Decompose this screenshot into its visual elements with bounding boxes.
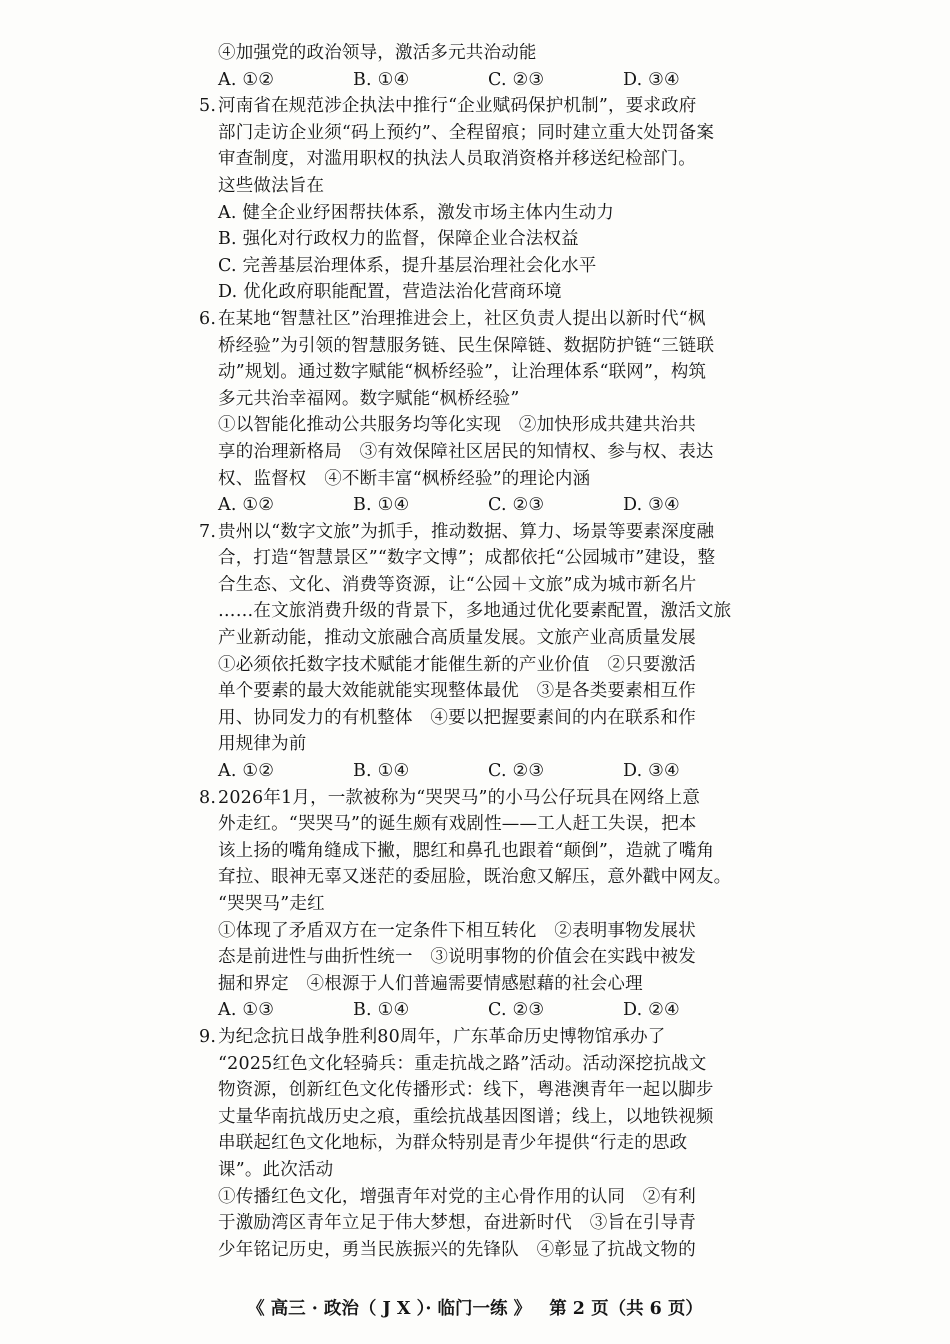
q4-options: [218, 67, 758, 94]
q5-choice-c: C. 完善基层治理体系，提升基层治理社会化水平: [218, 255, 597, 276]
q8-option-b: B. ①④: [353, 1000, 410, 1021]
q4-option-d: D. ③④: [623, 69, 680, 90]
q9-line: 串联起红色文化地标，为群众特别是青少年提供“行走的思政: [218, 1133, 688, 1154]
q8-option-d: D. ②④: [623, 1000, 680, 1021]
q5-line: 部门走访企业须“码上预约”、全程留痕；同时建立重大处罚备案: [218, 122, 715, 143]
q6-options: [218, 492, 758, 519]
q8-option-c: C. ②③: [488, 1000, 545, 1021]
page-footer: [0, 1296, 950, 1322]
q6-option-c: C. ②③: [488, 495, 545, 516]
q5-line: 审查制度，对滥用职权的执法人员取消资格并移送纪检部门。: [218, 149, 696, 170]
q9-statement-line: 少年铭记历史，勇当民族振兴的先锋队 ④彰显了抗战文物的: [218, 1239, 696, 1260]
q7-line: [199, 519, 758, 546]
q9-line: 物资源，创新红色文化传播形式：线下，粤港澳青年一起以脚步: [218, 1080, 714, 1101]
q9-line: “2025红色文化轻骑兵：重走抗战之路”活动。活动深挖抗战文: [218, 1053, 707, 1074]
q7-line: 产业新动能，推动文旅融合高质量发展。文旅产业高质量发展: [218, 628, 696, 649]
q6-line: [199, 306, 758, 333]
q7-line: 合，打造“智慧景区”“数字文博”；成都依托“公园城市”建设，整: [218, 548, 716, 569]
q7-text: 贵州以“数字文旅”为抓手，推动数据、算力、场景等要素深度融: [218, 521, 715, 542]
q4-option-a: A. ①②: [218, 69, 275, 90]
q7-option-b: B. ①④: [353, 761, 410, 782]
q7-option-c: C. ②③: [488, 761, 545, 782]
q9-line: 课”。此次活动: [218, 1159, 334, 1180]
q7-line: 合生态、文化、消费等资源，让“公园＋文旅”成为城市新名片: [218, 574, 697, 595]
q8-option-a: A. ①③: [218, 1000, 275, 1021]
q9-text: 为纪念抗日战争胜利80周年，广东革命历史博物馆承办了: [218, 1026, 666, 1047]
q8-text: 2026年1月，一款被称为“哭哭马”的小马公仔玩具在网络上意: [218, 787, 701, 808]
q5-line: 这些做法旨在: [218, 175, 325, 196]
q9-statement-line: 于激励湾区青年立足于伟大梦想，奋进新时代 ③旨在引导青: [218, 1213, 696, 1234]
q5-choice-b: B. 强化对行政权力的监督，保障企业合法权益: [218, 229, 579, 250]
q6-option-a: A. ①②: [218, 495, 275, 516]
q6-line: 多元共治幸福网。数字赋能“枫桥经验”: [218, 388, 520, 409]
q6-line: 动”规划。通过数字赋能“枫桥经验”，让治理体系“联网”，构筑: [218, 362, 707, 383]
q9-line: [199, 1024, 758, 1051]
q9-number: 9.: [199, 1026, 217, 1047]
q9-statement-line: ①传播红色文化，增强青年对党的主心骨作用的认同 ②有利: [218, 1186, 696, 1207]
q5-choice-a: A. 健全企业纾困帮扶体系，激发市场主体内生动力: [218, 202, 615, 223]
q8-number: 8.: [199, 787, 217, 808]
q5-number: 5.: [199, 96, 217, 117]
q8-line: [199, 785, 758, 812]
q7-line: ……在文旅消费升级的背景下，多地通过优化要素配置，激活文旅: [218, 601, 732, 622]
q8-statement-line: ①体现了矛盾双方在一定条件下相互转化 ②表明事物发展状: [218, 920, 696, 941]
q6-number: 6.: [199, 308, 217, 329]
q8-options: [218, 997, 758, 1024]
q7-statement-line: 单个要素的最大效能就能实现整体最优 ③是各类要素相互作: [218, 681, 696, 702]
q6-statement-line: ①以智能化推动公共服务均等化实现 ②加快形成共建共治共: [218, 415, 696, 436]
page-content: [199, 40, 758, 1263]
q6-text: 在某地“智慧社区”治理推进会上，社区负责人提出以新时代“枫: [218, 308, 706, 329]
q7-option-d: D. ③④: [623, 761, 680, 782]
q8-statement-line: 掘和界定 ④根源于人们普遍需要情感慰藉的社会心理: [218, 973, 643, 994]
q7-statement-line: ①必须依托数字技术赋能才能催生新的产业价值 ②只要激活: [218, 654, 696, 675]
q4-option-c: C. ②③: [488, 69, 545, 90]
q7-statement-line: 用、协同发力的有机整体 ④要以把握要素间的内在联系和作: [218, 707, 696, 728]
q8-line: “哭哭马”走红: [218, 894, 325, 914]
footer-title: 《 高三 · 政治（ J X ）· 临门一练 》: [247, 1299, 532, 1319]
q8-line: 该上扬的嘴角缝成下撇，腮红和鼻孔也跟着“颠倒”，造就了嘴角: [218, 840, 715, 861]
q8-statement-line: 态是前进性与曲折性统一 ③说明事物的价值会在实践中被发: [218, 947, 696, 968]
q6-statement-line: 权、监督权 ④不断丰富“枫桥经验”的理论内涵: [218, 468, 591, 489]
q5-text: 河南省在规范涉企执法中推行“企业赋码保护机制”，要求政府: [218, 96, 697, 117]
q4-statement-4: ④加强党的政治领导，激活多元共治动能: [218, 43, 537, 63]
q7-number: 7.: [199, 521, 217, 542]
q9-line: 丈量华南抗战历史之痕，重绘抗战基因图谱；线上，以地铁视频: [218, 1106, 714, 1127]
q6-option-d: D. ③④: [623, 495, 680, 516]
q6-option-b: B. ①④: [353, 495, 410, 516]
q6-line: 桥经验”为引领的智慧服务链、民生保障链、数据防护链“三链联: [218, 335, 715, 356]
q5-choice-d: D. 优化政府职能配置，营造法治化营商环境: [218, 282, 562, 303]
q4-option-b: B. ①④: [353, 69, 410, 90]
q7-statement-line: 用规律为前: [218, 734, 307, 755]
q7-option-a: A. ①②: [218, 761, 275, 782]
q8-line: 外走红。“哭哭马”的诞生颇有戏剧性——工人赶工失误，把本: [218, 814, 697, 835]
q5-line: [199, 93, 758, 120]
q6-statement-line: 享的治理新格局 ③有效保障社区居民的知情权、参与权、表达: [218, 441, 714, 462]
footer-page-number: 第 2 页（共 6 页）: [549, 1299, 703, 1319]
q8-line: 耷拉、眼神无辜又迷茫的委屈脸，既治愈又解压，意外戳中网友。: [218, 867, 732, 888]
q7-options: [218, 758, 758, 785]
